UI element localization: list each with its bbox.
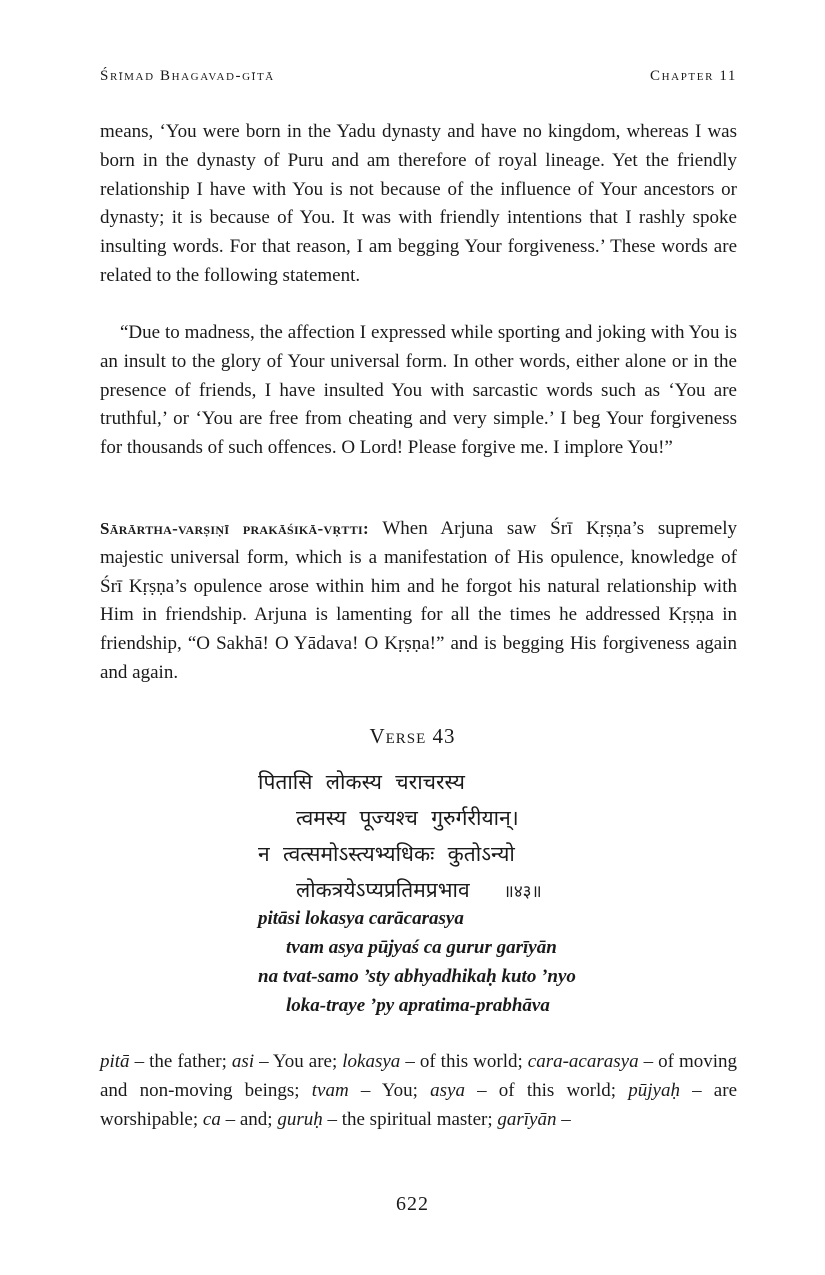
commentary-paragraph: [100, 515, 737, 688]
paragraph-continued: [100, 118, 737, 291]
synonym-meaning: – You;: [348, 1079, 431, 1101]
devanagari-line: लोकत्रयेऽप्यप्रतिमप्रभाव: [296, 878, 470, 902]
verse-heading: Verse 43: [369, 724, 456, 748]
commentary-label: Sārārtha-varṣiṇī prakāśikā-vṛtti:: [100, 519, 369, 538]
word-synonyms: [100, 1048, 737, 1134]
transliteration: [258, 904, 708, 1020]
synonym-meaning: – of this world;: [464, 1079, 629, 1101]
page-number: 622: [396, 1193, 429, 1215]
synonym-term: asi: [231, 1051, 255, 1072]
devanagari-line: न त्वत्समोऽस्त्यभ्यधिकः कुतोऽन्यो: [258, 842, 515, 866]
paragraph-text: means, ‘You were born in the Yadu dynasty and have no kingdom, whereas I was born in the dynasty of Puru and am therefore of royal lineage. Yet the friendly relationship I have with You is not because of the influence of Your ancestors or dynasty; it is because of You. It was with friendly intentions that I rashly spoke insulting words. For that reason, I am begging Your forgiveness.’ These words are related to the following statement.: [100, 121, 737, 286]
synonym-meaning: – the father;: [129, 1051, 232, 1072]
devanagari-line: त्वमस्य पूज्यश्च गुरुर्गरीयान्।: [296, 806, 519, 830]
running-header: [100, 68, 737, 85]
devanagari-verse: [258, 764, 658, 910]
commentary-body: When Arjuna saw Śrī Kṛṣṇa’s supremely majestic universal form, which is a manifestation of His opulence, knowledge of Śrī Kṛṣṇa’s opulence arose within him and he forgot his natural relationship with Him in friendship. Arjuna is lamenting for all the times he addressed Kṛṣṇa in friendship, “O Sakhā! O Yādava! O Kṛṣṇa!” and is begging His forgiveness again and again.: [100, 518, 737, 683]
synonym-term: pūjyaḥ: [628, 1079, 680, 1101]
synonym-term: guruḥ: [277, 1108, 323, 1130]
paragraph-quote: [100, 319, 737, 463]
synonym-term: pitā: [100, 1051, 130, 1072]
synonym-term: garīyān: [497, 1108, 557, 1130]
book-title: Śrīmad Bhagavad-gītā: [100, 68, 275, 84]
synonym-term: lokasya: [342, 1051, 401, 1072]
synonym-meaning: – of this world;: [400, 1051, 528, 1072]
devanagari-line: पितासि लोकस्य चराचरस्य: [258, 770, 465, 794]
synonym-term: tvam: [311, 1079, 349, 1101]
verse-number: ॥४३॥: [503, 882, 542, 902]
synonym-meaning: – the spiritual master;: [322, 1108, 498, 1130]
chapter-label: Chapter 11: [650, 68, 737, 84]
synonym-term: cara-acarasya: [527, 1051, 639, 1072]
commentary-text: [100, 515, 737, 688]
synonym-term: ca: [202, 1108, 221, 1130]
synonym-meaning: – of moving and non-moving beings;: [100, 1051, 738, 1101]
synonym-meaning: – You are;: [254, 1051, 343, 1072]
synonym-meaning: – and;: [220, 1108, 278, 1130]
synonyms-text: [100, 1048, 737, 1134]
synonym-meaning: – are worshipable;: [100, 1079, 738, 1130]
paragraph-text: “Due to madness, the affection I expressed while sporting and joking with You is an insult to the glory of Your universal form. In other words, either alone or in the presence of friends, I have insulted You with sarcastic words such as ‘You are truthful,’ or ‘You are free from cheating and very simple.’ I beg Your forgiveness for thousands of such offences. O Lord! Please forgive me. I implore You!”: [100, 322, 737, 459]
transliteration-line: tvam asya pūjyaś ca gurur garīyān: [286, 937, 557, 958]
synonym-meaning: –: [556, 1108, 571, 1130]
transliteration-line: pitāsi lokasya carācarasya: [258, 908, 464, 929]
transliteration-line: na tvat-samo ’sty abhyadhikaḥ kuto ’nyo: [258, 966, 576, 987]
transliteration-line: loka-traye ’py apratima-prabhāva: [286, 995, 550, 1016]
synonym-term: asya: [430, 1079, 465, 1101]
